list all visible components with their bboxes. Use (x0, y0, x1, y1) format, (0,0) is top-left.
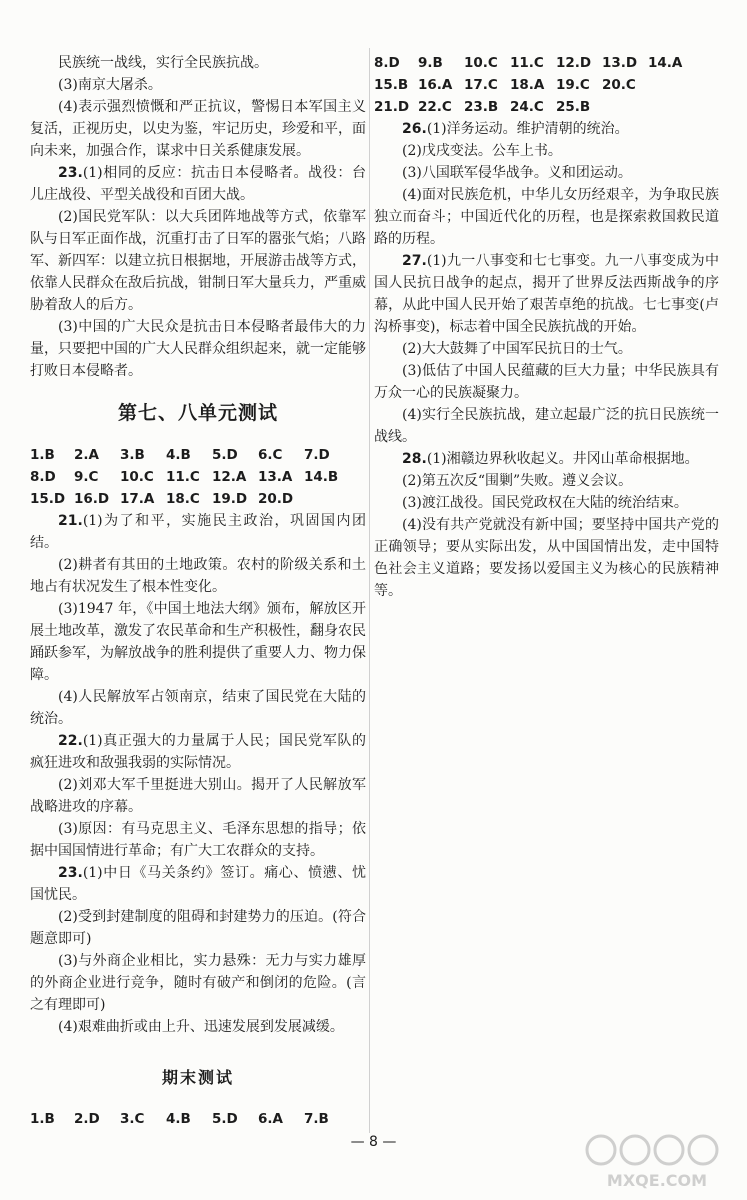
choice-answer: 18.C (166, 491, 200, 507)
question-number: 27. (402, 253, 427, 269)
choice-answer: 22.C (418, 99, 452, 115)
answer-paragraph (30, 316, 366, 382)
answer-paragraph (30, 206, 366, 316)
answer-paragraph (30, 510, 366, 554)
answer-text: (4)人民解放军占领南京，结束了国民党在大陆的统治。 (30, 689, 366, 727)
choice-answer: 17.C (464, 77, 498, 93)
question-number: 22. (58, 733, 83, 749)
answer-text: 民族统一战线，实行全民族抗战。 (58, 55, 268, 71)
choice-answer: 23.B (464, 99, 499, 115)
answer-paragraph (374, 338, 719, 360)
answer-paragraph (30, 686, 366, 730)
choice-answer: 17.A (120, 491, 155, 507)
section-title-units-7-8: 第七、八单元测试 (117, 402, 278, 424)
answer-text: (4)实行全民族抗战，建立起最广泛的抗日民族统一战线。 (374, 407, 719, 445)
choice-answer: 20.C (602, 77, 636, 93)
right-lines-block (374, 118, 719, 602)
answer-paragraph (374, 492, 719, 514)
page-number: — 8 — (350, 1134, 397, 1150)
answer-text: (4)没有共产党就没有新中国；要坚持中国共产党的正确领导；要从实际出发，从中国国情出发，走中国特色社会主义道路；要发扬以爱国主义为核心的民族精神等。 (374, 517, 719, 599)
answer-paragraph (30, 862, 366, 906)
answer-text: (2)第五次反“围剿”失败。遵义会议。 (402, 473, 633, 489)
answer-text: (4)艰难曲折或由上升、迅速发展到发展减缓。 (58, 1019, 344, 1035)
choice-answer: 3.C (120, 1111, 145, 1127)
choice-answer: 12.D (556, 55, 592, 71)
answer-row (30, 466, 366, 488)
right-choice-answers-block (374, 52, 719, 118)
choice-answer: 10.C (120, 469, 154, 485)
answer-text: (3)原因：有马克思主义、毛泽东思想的指导；依据中国国情进行革命；有广大工农群众的支持。 (30, 821, 366, 859)
answer-text: (3)低估了中国人民蕴藏的巨大力量；中华民族具有万众一心的民族凝聚力。 (374, 363, 719, 401)
answer-text: (4)面对民族危机，中华儿女历经艰辛，为争取民族独立而奋斗；中国近代化的历程，也是探索救国救民道路的历程。 (374, 187, 719, 247)
answer-paragraph (30, 74, 366, 96)
choice-answer: 2.D (74, 1111, 100, 1127)
answer-text: (2)受到封建制度的阻碍和封建势力的压迫。(符合题意即可) (30, 909, 366, 947)
answer-text: (2)国民党军队：以大兵团阵地战等方式，依靠军队与日军正面作战，沉重打击了日军的嚣张气焰；八路军、新四军：以建立抗日根据地，开展游击战等方式，依靠人民群众在敌后抗战，钳制日军大量兵力，严重威胁着敌人的后方。 (30, 209, 366, 313)
choice-answers-block (30, 444, 366, 510)
answer-paragraph (374, 162, 719, 184)
right-column (374, 52, 719, 602)
answer-text: (1)湘赣边界秋收起义。井冈山革命根据地。 (426, 451, 699, 467)
question-number: 23. (58, 165, 83, 181)
left-mid-block (30, 510, 366, 1038)
choice-answer: 14.A (648, 55, 683, 71)
answer-row (30, 488, 366, 510)
answer-text: (3)八国联军侵华战争。义和团运动。 (402, 165, 632, 181)
answer-text: (1)真正强大的力量属于人民；国民党军队的疯狂进攻和敌强我弱的实际情况。 (30, 733, 366, 771)
choice-answer: 9.C (74, 469, 99, 485)
answer-text: (4)表示强烈愤慨和严正抗议，警惕日本军国主义复活，正视历史，以史为鉴，牢记历史，珍爱和平，面向未来，加强合作，谋求中日关系健康发展。 (30, 99, 366, 159)
answer-paragraph (30, 1016, 366, 1038)
choice-answer: 4.B (166, 447, 191, 463)
answer-paragraph (374, 184, 719, 250)
answer-text: (2)刘邓大军千里挺进大别山。揭开了人民解放军战略进攻的序幕。 (30, 777, 366, 815)
choice-answer: 2.A (74, 447, 99, 463)
choice-answer: 10.C (464, 55, 498, 71)
choice-answer: 4.B (166, 1111, 191, 1127)
left-column (30, 52, 366, 1130)
choice-answer: 25.B (556, 99, 591, 115)
answer-text: (3)1947 年，《中国土地法大纲》颁布，解放区开展土地改革，激发了农民革命和生产积极性，翻身农民踊跃参军，为解放战争的胜利提供了重要人力、物力保障。 (30, 601, 366, 683)
answer-row (374, 96, 719, 118)
answer-text: (3)与外商企业相比，实力悬殊：无力与实力雄厚的外商企业进行竞争，随时有破产和倒闭的危险。(言之有理即可) (30, 953, 366, 1013)
question-number: 23. (58, 865, 83, 881)
choice-answer: 7.D (304, 447, 330, 463)
answer-paragraph (30, 598, 366, 686)
answer-text: (1)为了和平，实施民主政治，巩固国内团结。 (30, 513, 366, 551)
question-number: 21. (58, 513, 83, 529)
choice-answer: 9.B (418, 55, 443, 71)
choice-answer: 5.D (212, 447, 238, 463)
answer-text: (1)九一八事变和七七事变。九一八事变成为中国人民抗日战争的起点，揭开了世界反法西斯战争的序幕，从此中国人民开始了艰苦卓绝的抗战。七七事变(卢沟桥事变)，标志着中国全民族抗战的开始。 (374, 253, 719, 335)
answer-text: (1)相同的反应：抗击日本侵略者。战役：台儿庄战役、平型关战役和百团大战。 (30, 165, 366, 203)
left-top-block (30, 52, 366, 382)
answer-paragraph (374, 470, 719, 492)
choice-answer: 19.C (556, 77, 590, 93)
choice-answer: 3.B (120, 447, 145, 463)
choice-answer: 24.C (510, 99, 544, 115)
watermark-text: MXQE.COM (606, 1171, 708, 1190)
choice-answer: 1.B (30, 1111, 55, 1127)
final-choice-answers-block (30, 1108, 366, 1130)
choice-answer: 12.A (212, 469, 247, 485)
answer-paragraph (374, 360, 719, 404)
answer-paragraph (374, 118, 719, 140)
answer-paragraph (30, 52, 366, 74)
answer-text: (2)大大鼓舞了中国军民抗日的士气。 (402, 341, 632, 357)
choice-answer: 5.D (212, 1111, 238, 1127)
answer-paragraph (374, 404, 719, 448)
choice-answer: 6.A (258, 1111, 283, 1127)
answer-paragraph (30, 774, 366, 818)
answer-paragraph (30, 950, 366, 1016)
answer-paragraph (30, 818, 366, 862)
column-divider (369, 48, 370, 1133)
section-title-final-test: 期末测试 (161, 1068, 234, 1087)
answer-row (374, 52, 719, 74)
choice-answer: 18.A (510, 77, 545, 93)
answer-paragraph (374, 514, 719, 602)
answer-text: (2)戊戌变法。公车上书。 (402, 143, 562, 159)
choice-answer: 13.D (602, 55, 638, 71)
choice-answer: 16.A (418, 77, 453, 93)
answer-text: (2)耕者有其田的土地政策。农村的阶级关系和土地占有状况发生了根本性变化。 (30, 557, 366, 595)
answer-paragraph (30, 162, 366, 206)
choice-answer: 15.B (374, 77, 409, 93)
answer-text: (3)渡江战役。国民党政权在大陆的统治结束。 (402, 495, 688, 511)
choice-answer: 13.A (258, 469, 293, 485)
choice-answer: 11.C (510, 55, 544, 71)
choice-answer: 14.B (304, 469, 339, 485)
question-number: 28. (402, 451, 427, 467)
answer-paragraph (30, 96, 366, 162)
choice-answer: 7.B (304, 1111, 329, 1127)
answer-paragraph (374, 140, 719, 162)
choice-answer: 21.D (374, 99, 410, 115)
answer-paragraph (30, 554, 366, 598)
question-number: 26. (402, 121, 427, 137)
answer-paragraph (30, 906, 366, 950)
answer-text: (1)洋务运动。维护清朝的统治。 (426, 121, 629, 137)
answer-row (30, 1108, 366, 1130)
answer-row (30, 444, 366, 466)
choice-answer: 19.D (212, 491, 248, 507)
choice-answer: 16.D (74, 491, 110, 507)
answer-text: (3)中国的广大民众是抗击日本侵略者最伟大的力量，只要把中国的广大人民群众组织起来，就一定能够打败日本侵略者。 (30, 319, 366, 379)
choice-answer: 8.D (30, 469, 56, 485)
choice-answer: 20.D (258, 491, 294, 507)
watermark-logo (577, 1128, 737, 1192)
answer-paragraph (374, 448, 719, 470)
choice-answer: 11.C (166, 469, 200, 485)
answer-paragraph (30, 730, 366, 774)
choice-answer: 6.C (258, 447, 283, 463)
choice-answer: 15.D (30, 491, 66, 507)
answer-paragraph (374, 250, 719, 338)
answer-text: (1)中日《马关条约》签订。痛心、愤懑、忧国忧民。 (30, 865, 366, 903)
answer-row (374, 74, 719, 96)
choice-answer: 8.D (374, 55, 400, 71)
choice-answer: 1.B (30, 447, 55, 463)
answer-text: (3)南京大屠杀。 (58, 77, 162, 93)
